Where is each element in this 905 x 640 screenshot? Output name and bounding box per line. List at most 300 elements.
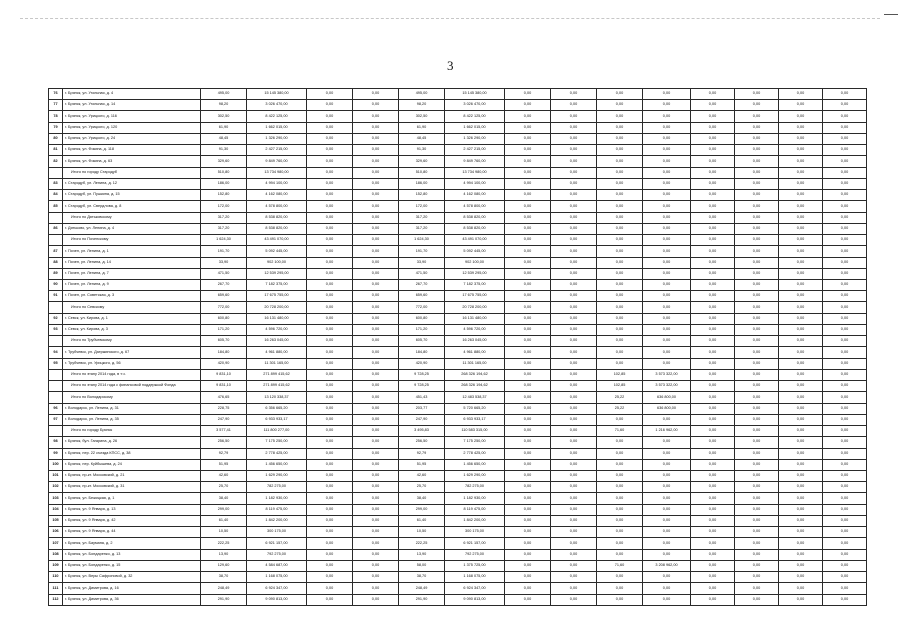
value-cell: 0,00 xyxy=(735,493,779,504)
value-cell: 0,00 xyxy=(597,291,643,302)
value-cell: 6 356 665,20 xyxy=(247,403,307,414)
value-cell: 0,00 xyxy=(823,527,867,538)
value-cell: 191,70 xyxy=(201,246,247,257)
table-row xyxy=(49,549,867,560)
value-cell: 4 994 100,00 xyxy=(247,178,307,189)
value-cell: 0,00 xyxy=(779,212,823,223)
value-cell: 9 831,10 xyxy=(201,381,247,392)
value-cell: 0,00 xyxy=(307,403,353,414)
row-number-cell: 112 xyxy=(49,594,63,605)
row-number-cell: 83 xyxy=(49,178,63,189)
value-cell: 267,70 xyxy=(399,279,445,290)
value-cell: 0,00 xyxy=(353,381,399,392)
value-cell: 0,00 xyxy=(691,145,735,156)
value-cell: 0,00 xyxy=(735,470,779,481)
value-cell: 271 899 415,62 xyxy=(247,381,307,392)
page-number: 3 xyxy=(447,58,454,73)
value-cell: 0,00 xyxy=(643,347,691,358)
row-number-cell xyxy=(49,381,63,392)
value-cell: 0,00 xyxy=(307,302,353,313)
value-cell: 0,00 xyxy=(735,313,779,324)
value-cell: 247,90 xyxy=(201,414,247,425)
value-cell: 0,00 xyxy=(505,381,551,392)
value-cell: 510,80 xyxy=(399,167,445,178)
value-cell: 0,00 xyxy=(551,414,597,425)
value-cell: 0,00 xyxy=(307,583,353,594)
value-cell: 0,00 xyxy=(597,448,643,459)
value-cell: 0,00 xyxy=(643,178,691,189)
address-cell: г. Брянск, ул. Бондаренко, д. 15 xyxy=(63,560,201,571)
value-cell: 0,00 xyxy=(779,426,823,437)
value-cell: 0,00 xyxy=(691,235,735,246)
value-cell: 0,00 xyxy=(505,493,551,504)
value-cell: 0,00 xyxy=(551,392,597,403)
table-row xyxy=(49,538,867,549)
value-cell: 0,00 xyxy=(691,572,735,583)
value-cell: 0,00 xyxy=(643,302,691,313)
value-cell: 38,70 xyxy=(201,572,247,583)
address-cell: г. Брянск, бул. Гагарина, д. 26 xyxy=(63,437,201,448)
value-cell: 0,00 xyxy=(735,133,779,144)
row-number-cell: 82 xyxy=(49,156,63,167)
value-cell: 2 427 215,00 xyxy=(445,145,505,156)
value-cell: 8 119 475,00 xyxy=(445,504,505,515)
value-cell: 25,70 xyxy=(201,482,247,493)
value-cell: 0,00 xyxy=(505,257,551,268)
value-cell: 0,00 xyxy=(307,212,353,223)
value-cell: 0,00 xyxy=(691,201,735,212)
value-cell: 471,50 xyxy=(399,268,445,279)
value-cell: 0,00 xyxy=(505,268,551,279)
value-cell: 9 849 760,00 xyxy=(247,156,307,167)
value-cell: 0,00 xyxy=(643,167,691,178)
row-number-cell: 94 xyxy=(49,347,63,358)
row-number-cell xyxy=(49,369,63,380)
value-cell: 9 090 813,00 xyxy=(445,594,505,605)
value-cell: 0,00 xyxy=(353,156,399,167)
value-cell: 0,00 xyxy=(353,313,399,324)
value-cell: 61,40 xyxy=(399,515,445,526)
value-cell: 495,00 xyxy=(399,89,445,100)
address-cell: Итого по Почепскому xyxy=(63,235,201,246)
value-cell: 0,00 xyxy=(735,347,779,358)
value-cell: 0,00 xyxy=(353,257,399,268)
value-cell: 268 326 194,62 xyxy=(445,381,505,392)
value-cell: 0,00 xyxy=(551,313,597,324)
table-row xyxy=(49,504,867,515)
value-cell: 0,00 xyxy=(691,482,735,493)
value-cell: 0,00 xyxy=(735,122,779,133)
value-cell: 0,00 xyxy=(643,156,691,167)
value-cell: 17 675 755,00 xyxy=(445,291,505,302)
value-cell: 0,00 xyxy=(597,133,643,144)
value-cell: 0,00 xyxy=(779,347,823,358)
value-cell: 184,80 xyxy=(399,347,445,358)
value-cell: 0,00 xyxy=(735,381,779,392)
value-cell: 0,00 xyxy=(823,100,867,111)
value-cell: 1 168 075,00 xyxy=(247,572,307,583)
value-cell: 0,00 xyxy=(551,133,597,144)
value-cell: 0,00 xyxy=(551,572,597,583)
value-cell: 10,50 xyxy=(201,527,247,538)
value-cell: 0,00 xyxy=(823,167,867,178)
value-cell: 0,00 xyxy=(307,122,353,133)
table-row xyxy=(49,291,867,302)
row-number-cell: 101 xyxy=(49,470,63,481)
value-cell: 0,00 xyxy=(353,279,399,290)
row-number-cell: 110 xyxy=(49,572,63,583)
value-cell: 1 182 930,00 xyxy=(445,493,505,504)
value-cell: 0,00 xyxy=(779,493,823,504)
value-cell: 0,00 xyxy=(505,414,551,425)
value-cell: 0,00 xyxy=(691,100,735,111)
value-cell: 0,00 xyxy=(779,336,823,347)
value-cell: 0,00 xyxy=(779,392,823,403)
value-cell: 0,00 xyxy=(597,111,643,122)
value-cell: 1 629 290,00 xyxy=(247,470,307,481)
value-cell: 6 921 157,00 xyxy=(247,538,307,549)
value-cell: 0,00 xyxy=(691,459,735,470)
value-cell: 0,00 xyxy=(307,190,353,201)
value-cell: 0,00 xyxy=(643,504,691,515)
row-number-cell: 111 xyxy=(49,583,63,594)
value-cell: 0,00 xyxy=(597,504,643,515)
value-cell: 0,00 xyxy=(643,358,691,369)
value-cell: 0,00 xyxy=(779,437,823,448)
value-cell: 0,00 xyxy=(735,515,779,526)
value-cell: 0,00 xyxy=(735,437,779,448)
value-cell: 0,00 xyxy=(735,403,779,414)
value-cell: 9 831,10 xyxy=(201,369,247,380)
row-number-cell: 93 xyxy=(49,324,63,335)
value-cell: 0,00 xyxy=(353,212,399,223)
value-cell: 0,00 xyxy=(643,538,691,549)
address-cell: г. Брянск, ул. Фокина, д. 63 xyxy=(63,156,201,167)
value-cell: 0,00 xyxy=(735,89,779,100)
value-cell: 0,00 xyxy=(307,493,353,504)
row-number-cell: 81 xyxy=(49,145,63,156)
value-cell: 0,00 xyxy=(643,133,691,144)
value-cell: 0,00 xyxy=(823,572,867,583)
value-cell: 48,45 xyxy=(201,133,247,144)
value-cell: 4 961 880,00 xyxy=(445,347,505,358)
address-cell: г. Брянск, ул. Угольная, д. 4 xyxy=(63,89,201,100)
table-row xyxy=(49,572,867,583)
value-cell: 0,00 xyxy=(551,594,597,605)
value-cell: 129,60 xyxy=(201,560,247,571)
value-cell: 0,00 xyxy=(823,437,867,448)
table-row xyxy=(49,493,867,504)
value-cell: 268 326 194,62 xyxy=(445,369,505,380)
value-cell: 3 573 322,00 xyxy=(643,381,691,392)
value-cell: 0,00 xyxy=(823,392,867,403)
value-cell: 0,00 xyxy=(735,549,779,560)
table-row xyxy=(49,482,867,493)
value-cell: 0,00 xyxy=(691,470,735,481)
value-cell: 329,60 xyxy=(399,156,445,167)
value-cell: 0,00 xyxy=(823,414,867,425)
address-cell: г. Брянск, ул. Урицкого, д. 24 xyxy=(63,133,201,144)
value-cell: 0,00 xyxy=(643,235,691,246)
value-cell: 0,00 xyxy=(643,437,691,448)
value-cell: 8 538 820,00 xyxy=(445,223,505,234)
value-cell: 0,00 xyxy=(353,437,399,448)
table-row xyxy=(49,223,867,234)
value-cell: 25,22 xyxy=(597,392,643,403)
value-cell: 0,00 xyxy=(643,470,691,481)
value-cell: 0,00 xyxy=(307,201,353,212)
value-cell: 0,00 xyxy=(353,190,399,201)
address-cell: Итого по Трубчевскому xyxy=(63,336,201,347)
value-cell: 6 933 933,17 xyxy=(445,414,505,425)
table-row xyxy=(49,560,867,571)
value-cell: 16 131 480,00 xyxy=(247,313,307,324)
value-cell: 0,00 xyxy=(505,313,551,324)
address-cell: г. Брянск, ул. Веры Сафроновой, д. 32 xyxy=(63,572,201,583)
value-cell: 0,00 xyxy=(779,583,823,594)
value-cell: 0,00 xyxy=(823,313,867,324)
address-cell: г. Почеп, ул. Ленина, д. 7 xyxy=(63,268,201,279)
value-cell: 1 624,30 xyxy=(201,235,247,246)
value-cell: 98,20 xyxy=(399,100,445,111)
value-cell: 0,00 xyxy=(597,100,643,111)
value-cell: 228,75 xyxy=(201,403,247,414)
value-cell: 5 092 445,00 xyxy=(247,246,307,257)
value-cell: 291,90 xyxy=(399,594,445,605)
address-cell: г. Брянск, пер. 22 съезда КПСС, д. 38 xyxy=(63,448,201,459)
value-cell: 0,00 xyxy=(353,538,399,549)
value-cell: 0,00 xyxy=(597,358,643,369)
value-cell: 0,00 xyxy=(307,392,353,403)
value-cell: 0,00 xyxy=(551,426,597,437)
value-cell: 0,00 xyxy=(823,122,867,133)
value-cell: 248,49 xyxy=(399,583,445,594)
value-cell: 0,00 xyxy=(597,515,643,526)
value-cell: 0,00 xyxy=(597,302,643,313)
value-cell: 248,49 xyxy=(201,583,247,594)
value-cell: 0,00 xyxy=(823,459,867,470)
value-cell: 0,00 xyxy=(735,572,779,583)
value-cell: 0,00 xyxy=(643,268,691,279)
value-cell: 0,00 xyxy=(779,549,823,560)
value-cell: 0,00 xyxy=(643,89,691,100)
value-cell: 8 422 125,00 xyxy=(445,111,505,122)
value-cell: 0,00 xyxy=(643,549,691,560)
register-table xyxy=(48,88,867,606)
value-cell: 0,00 xyxy=(823,336,867,347)
value-cell: 0,00 xyxy=(307,156,353,167)
value-cell: 0,00 xyxy=(779,167,823,178)
value-cell: 451,43 xyxy=(399,392,445,403)
value-cell: 7 182 375,00 xyxy=(247,279,307,290)
value-cell: 471,50 xyxy=(201,268,247,279)
value-cell: 172,00 xyxy=(399,201,445,212)
row-number-cell xyxy=(49,392,63,403)
value-cell: 91,30 xyxy=(399,145,445,156)
address-cell: Итого по Дятьковскому xyxy=(63,212,201,223)
value-cell: 0,00 xyxy=(551,560,597,571)
value-cell: 7 182 375,00 xyxy=(445,279,505,290)
value-cell: 0,00 xyxy=(823,426,867,437)
value-cell: 792 275,00 xyxy=(445,549,505,560)
value-cell: 0,00 xyxy=(643,201,691,212)
value-cell: 0,00 xyxy=(823,403,867,414)
value-cell: 0,00 xyxy=(779,268,823,279)
value-cell: 0,00 xyxy=(353,369,399,380)
value-cell: 0,00 xyxy=(353,268,399,279)
value-cell: 6 933 933,17 xyxy=(247,414,307,425)
value-cell: 636 800,00 xyxy=(643,392,691,403)
value-cell: 299,00 xyxy=(201,504,247,515)
table-total-row xyxy=(49,167,867,178)
table-row xyxy=(49,313,867,324)
value-cell: 0,00 xyxy=(597,223,643,234)
value-cell: 20 728 200,00 xyxy=(247,302,307,313)
value-cell: 0,00 xyxy=(307,549,353,560)
value-cell: 0,00 xyxy=(779,133,823,144)
value-cell: 772,00 xyxy=(399,302,445,313)
value-cell: 605,70 xyxy=(399,336,445,347)
address-cell: г. Брянск, ул. Бондаренко, д. 13 xyxy=(63,549,201,560)
value-cell: 0,00 xyxy=(551,302,597,313)
value-cell: 0,00 xyxy=(551,257,597,268)
value-cell: 0,00 xyxy=(823,223,867,234)
value-cell: 0,00 xyxy=(643,246,691,257)
value-cell: 300 175,00 xyxy=(247,527,307,538)
table-row xyxy=(49,437,867,448)
value-cell: 0,00 xyxy=(353,111,399,122)
value-cell: 3 577,41 xyxy=(201,426,247,437)
value-cell: 171,20 xyxy=(201,324,247,335)
value-cell: 8 119 475,00 xyxy=(247,504,307,515)
value-cell: 0,00 xyxy=(823,470,867,481)
value-cell: 0,00 xyxy=(551,223,597,234)
value-cell: 291,90 xyxy=(201,594,247,605)
value-cell: 0,00 xyxy=(307,470,353,481)
value-cell: 0,00 xyxy=(551,156,597,167)
value-cell: 12 539 295,00 xyxy=(247,268,307,279)
value-cell: 0,00 xyxy=(779,358,823,369)
value-cell: 0,00 xyxy=(353,414,399,425)
value-cell: 0,00 xyxy=(353,89,399,100)
value-cell: 329,60 xyxy=(201,156,247,167)
value-cell: 0,00 xyxy=(597,538,643,549)
value-cell: 0,00 xyxy=(551,493,597,504)
value-cell: 0,00 xyxy=(505,167,551,178)
value-cell: 0,00 xyxy=(823,212,867,223)
value-cell: 0,00 xyxy=(691,594,735,605)
row-number-cell: 106 xyxy=(49,527,63,538)
value-cell: 0,00 xyxy=(551,538,597,549)
value-cell: 0,00 xyxy=(307,594,353,605)
value-cell: 1 375 725,00 xyxy=(445,560,505,571)
table-row xyxy=(49,257,867,268)
value-cell: 51,95 xyxy=(399,459,445,470)
value-cell: 0,00 xyxy=(597,482,643,493)
value-cell: 61,90 xyxy=(399,122,445,133)
value-cell: 0,00 xyxy=(597,493,643,504)
value-cell: 317,20 xyxy=(399,212,445,223)
value-cell: 0,00 xyxy=(307,437,353,448)
value-cell: 0,00 xyxy=(643,527,691,538)
value-cell: 6 924 347,00 xyxy=(247,583,307,594)
value-cell: 0,00 xyxy=(353,167,399,178)
row-number-cell: 103 xyxy=(49,493,63,504)
table-row xyxy=(49,279,867,290)
value-cell: 0,00 xyxy=(551,549,597,560)
address-cell: г. Брянск, пер. Куйбышева, д. 24 xyxy=(63,459,201,470)
table-row xyxy=(49,448,867,459)
value-cell: 13 734 980,00 xyxy=(247,167,307,178)
row-number-cell: 91 xyxy=(49,291,63,302)
value-cell: 43 491 070,00 xyxy=(247,235,307,246)
value-cell: 0,00 xyxy=(551,403,597,414)
value-cell: 0,00 xyxy=(551,381,597,392)
value-cell: 33,90 xyxy=(399,257,445,268)
value-cell: 0,00 xyxy=(779,403,823,414)
address-cell: г. Севск, ул. Кирова, д. 1 xyxy=(63,313,201,324)
value-cell: 420,90 xyxy=(201,358,247,369)
value-cell: 38,40 xyxy=(201,493,247,504)
row-number-cell: 105 xyxy=(49,515,63,526)
value-cell: 256,50 xyxy=(399,437,445,448)
value-cell: 0,00 xyxy=(353,246,399,257)
value-cell: 0,00 xyxy=(353,392,399,403)
value-cell: 0,00 xyxy=(735,178,779,189)
value-cell: 659,60 xyxy=(201,291,247,302)
value-cell: 1 629 290,00 xyxy=(445,470,505,481)
value-cell: 636 800,00 xyxy=(643,403,691,414)
value-cell: 256,50 xyxy=(201,437,247,448)
address-cell: г. Володарск, ул. Ленина, д. 35 xyxy=(63,414,201,425)
table-total-row xyxy=(49,302,867,313)
value-cell: 0,00 xyxy=(597,572,643,583)
value-cell: 0,00 xyxy=(505,594,551,605)
value-cell: 0,00 xyxy=(307,268,353,279)
value-cell: 0,00 xyxy=(691,560,735,571)
value-cell: 299,00 xyxy=(399,504,445,515)
value-cell: 0,00 xyxy=(691,426,735,437)
value-cell: 0,00 xyxy=(779,527,823,538)
value-cell: 0,00 xyxy=(505,538,551,549)
value-cell: 782 275,00 xyxy=(445,482,505,493)
value-cell: 0,00 xyxy=(505,448,551,459)
value-cell: 4 162 080,00 xyxy=(445,190,505,201)
address-cell: г. Брянск, ул. Бежицкая, д. 1 xyxy=(63,493,201,504)
table-row xyxy=(49,459,867,470)
register-table-body xyxy=(49,89,867,606)
value-cell: 0,00 xyxy=(779,190,823,201)
value-cell: 0,00 xyxy=(551,369,597,380)
value-cell: 0,00 xyxy=(307,560,353,571)
value-cell: 0,00 xyxy=(551,515,597,526)
address-cell: г. Брянск, ул. Урицкого, д. 116 xyxy=(63,111,201,122)
value-cell: 0,00 xyxy=(353,527,399,538)
table-row xyxy=(49,470,867,481)
value-cell: 0,00 xyxy=(551,212,597,223)
value-cell: 0,00 xyxy=(643,257,691,268)
value-cell: 25,22 xyxy=(597,403,643,414)
row-number-cell: 109 xyxy=(49,560,63,571)
value-cell: 0,00 xyxy=(505,201,551,212)
value-cell: 16 263 045,00 xyxy=(445,336,505,347)
value-cell: 0,00 xyxy=(505,527,551,538)
value-cell: 267,70 xyxy=(201,279,247,290)
value-cell: 0,00 xyxy=(779,235,823,246)
value-cell: 0,00 xyxy=(779,100,823,111)
value-cell: 0,00 xyxy=(823,190,867,201)
value-cell: 0,00 xyxy=(505,572,551,583)
